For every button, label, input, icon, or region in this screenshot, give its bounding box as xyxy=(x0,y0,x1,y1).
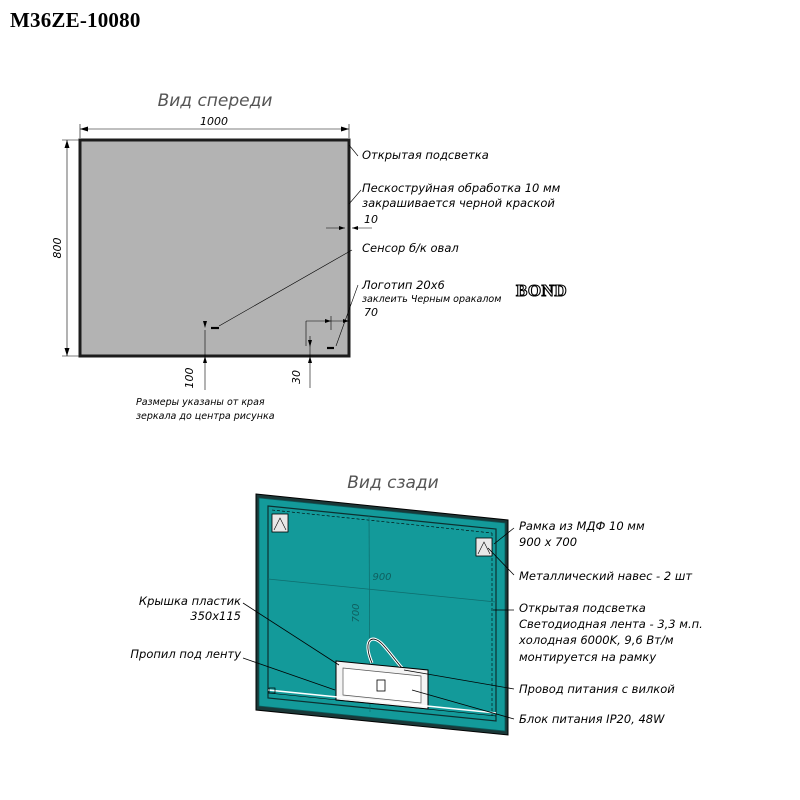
bond-logo: BOND xyxy=(516,281,568,300)
note-sandblast-1: Пескоструйная обработка 10 мм xyxy=(362,181,561,195)
note-frame-2: 900 х 700 xyxy=(519,535,578,549)
note-light-2: Светодиодная лента - 3,3 м.п. xyxy=(519,617,703,631)
note-logo-2: заклеить Черным оракалом xyxy=(362,294,502,305)
note-sandblast-2: закрашивается черной краской xyxy=(362,196,555,210)
note-light-4: монтируется на рамку xyxy=(519,650,657,664)
note-sandblast-dim: 10 xyxy=(364,213,378,226)
front-height-dim: 800 xyxy=(51,237,64,259)
note-light-3: холодная 6000K, 9,6 Вт/м xyxy=(519,633,674,647)
footnote-2: зеркала до центра рисунка xyxy=(136,411,275,422)
note-hanger: Металлический навес - 2 шт xyxy=(519,569,693,583)
note-cover-2: 350х115 xyxy=(190,609,241,623)
note-cover-1: Крышка пластик xyxy=(138,594,241,608)
back-width-dim: 900 xyxy=(372,572,392,583)
note-logo-dim: 70 xyxy=(364,306,378,319)
note-psu: Блок питания IP20, 48W xyxy=(519,712,665,726)
note-light-1: Открытая подсветка xyxy=(519,601,646,615)
note-open-light: Открытая подсветка xyxy=(362,148,489,162)
back-height-dim: 700 xyxy=(351,603,362,623)
note-cable: Провод питания с вилкой xyxy=(519,682,675,696)
note-logo-1: Логотип 20х6 xyxy=(362,278,445,292)
drawing-title: M36ZE-10080 xyxy=(10,8,141,32)
front-width-dim: 1000 xyxy=(200,115,228,128)
front-view-caption: Вид спереди xyxy=(157,91,273,111)
sensor-offset-dim: 100 xyxy=(183,367,196,389)
back-view-caption: Вид сзади xyxy=(347,473,439,493)
logo-offset-dim: 30 xyxy=(290,370,303,384)
mirror-front-panel xyxy=(80,140,349,356)
leader-sandblast xyxy=(349,190,361,204)
footnote-1: Размеры указаны от края xyxy=(136,397,265,408)
note-frame-1: Рамка из МДФ 10 мм xyxy=(519,519,645,533)
note-groove: Пропил под ленту xyxy=(130,647,241,661)
note-sensor: Сенсор б/к овал xyxy=(362,241,459,255)
